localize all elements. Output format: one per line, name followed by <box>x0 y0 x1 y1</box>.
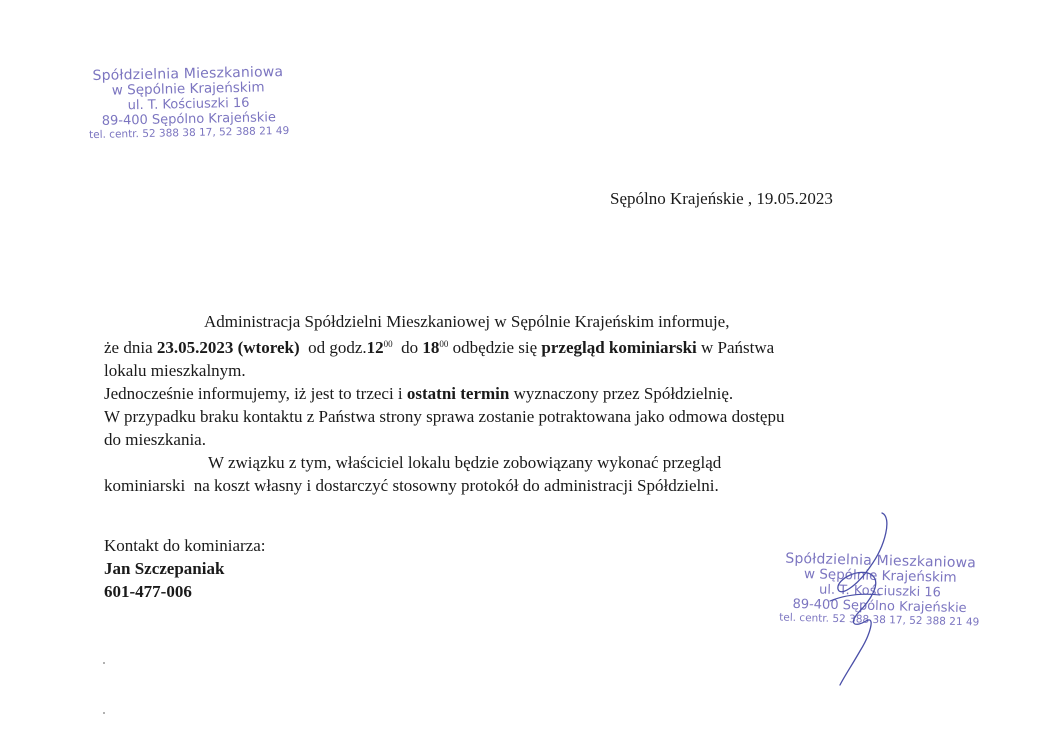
paragraph1-line2 <box>104 333 974 359</box>
paragraph2-post: wyznaczony przez Spółdzielnię. <box>509 384 734 403</box>
mid-text: odbędzie się <box>448 338 542 357</box>
date-line: Sępólno Krajeńskie , 19.05.2023 <box>610 189 833 208</box>
inspection-type: przegląd kominiarski <box>541 338 697 357</box>
stamp-line-name: Spółdzielnia Mieszkaniowa <box>92 64 284 85</box>
scan-speck <box>103 662 105 664</box>
time-from-min: 00 <box>383 339 393 349</box>
inspection-date: 23.05.2023 (wtorek) <box>156 338 300 357</box>
paragraph4-line2: kominiarski na koszt własny i dostarczyć stosowny protokół do administracji Spółdzielni. <box>104 476 719 495</box>
handwritten-signature <box>800 505 910 690</box>
stamp-line-street: ul. T. Kościuszki 16 <box>818 582 942 601</box>
time-to-min: 00 <box>439 339 449 349</box>
stamp-line-phone: tel. centr. 52 388 38 17, 52 388 21 49 <box>88 125 290 142</box>
scan-speck <box>103 712 105 714</box>
cooperative-stamp-top <box>65 63 311 142</box>
contact-phone: 601-477-006 <box>104 582 192 601</box>
stamp-line-street: ul. T. Kościuszki 16 <box>127 95 250 113</box>
pre-date-text: że dnia <box>104 338 157 357</box>
paragraph4-line1: W związku z tym, właściciel lokalu będzie zobowiązany wykonać przegląd <box>208 453 722 472</box>
contact-label: Kontakt do kominiarza: <box>104 536 266 555</box>
post-text: w Państwa <box>696 338 775 357</box>
letter-body <box>104 310 974 497</box>
paragraph1-line1: Administracja Spółdzielni Mieszkaniowej w Sępólnie Krajeńskim informuje, <box>204 312 730 331</box>
stamp-line-city: w Sępólnie Krajeńskim <box>111 79 265 99</box>
paragraph2 <box>104 382 974 405</box>
time-to-prefix: do <box>392 338 423 357</box>
stamp-line-city: w Sępólnie Krajeńskim <box>803 566 957 586</box>
contact-name: Jan Szczepaniak <box>104 559 225 578</box>
time-to-hour: 18 <box>422 338 440 357</box>
stamp-line-postal: 89-400 Sępólno Krajeńskie <box>101 109 277 129</box>
time-from-hour: 12 <box>366 338 384 357</box>
paragraph2-pre: Jednocześnie informujemy, iż jest to trzeci i <box>104 384 407 403</box>
stamp-line-postal: 89-400 Sępólno Krajeńskie <box>792 596 967 616</box>
paragraph3-line2: do mieszkania. <box>104 430 206 449</box>
paragraph3-line1: W przypadku braku kontaktu z Państwa strony sprawa zostanie potraktowana jako odmowa dostępu <box>104 407 785 426</box>
last-term: ostatni termin <box>406 384 510 403</box>
time-from-prefix: od godz. <box>299 338 367 357</box>
paragraph1-line3: lokalu mieszkalnym. <box>104 361 246 380</box>
stamp-line-name: Spółdzielnia Mieszkaniowa <box>785 550 977 572</box>
stamp-line-phone: tel. centr. 52 388 38 17, 52 388 21 49 <box>779 612 980 629</box>
contact-block <box>104 534 265 603</box>
